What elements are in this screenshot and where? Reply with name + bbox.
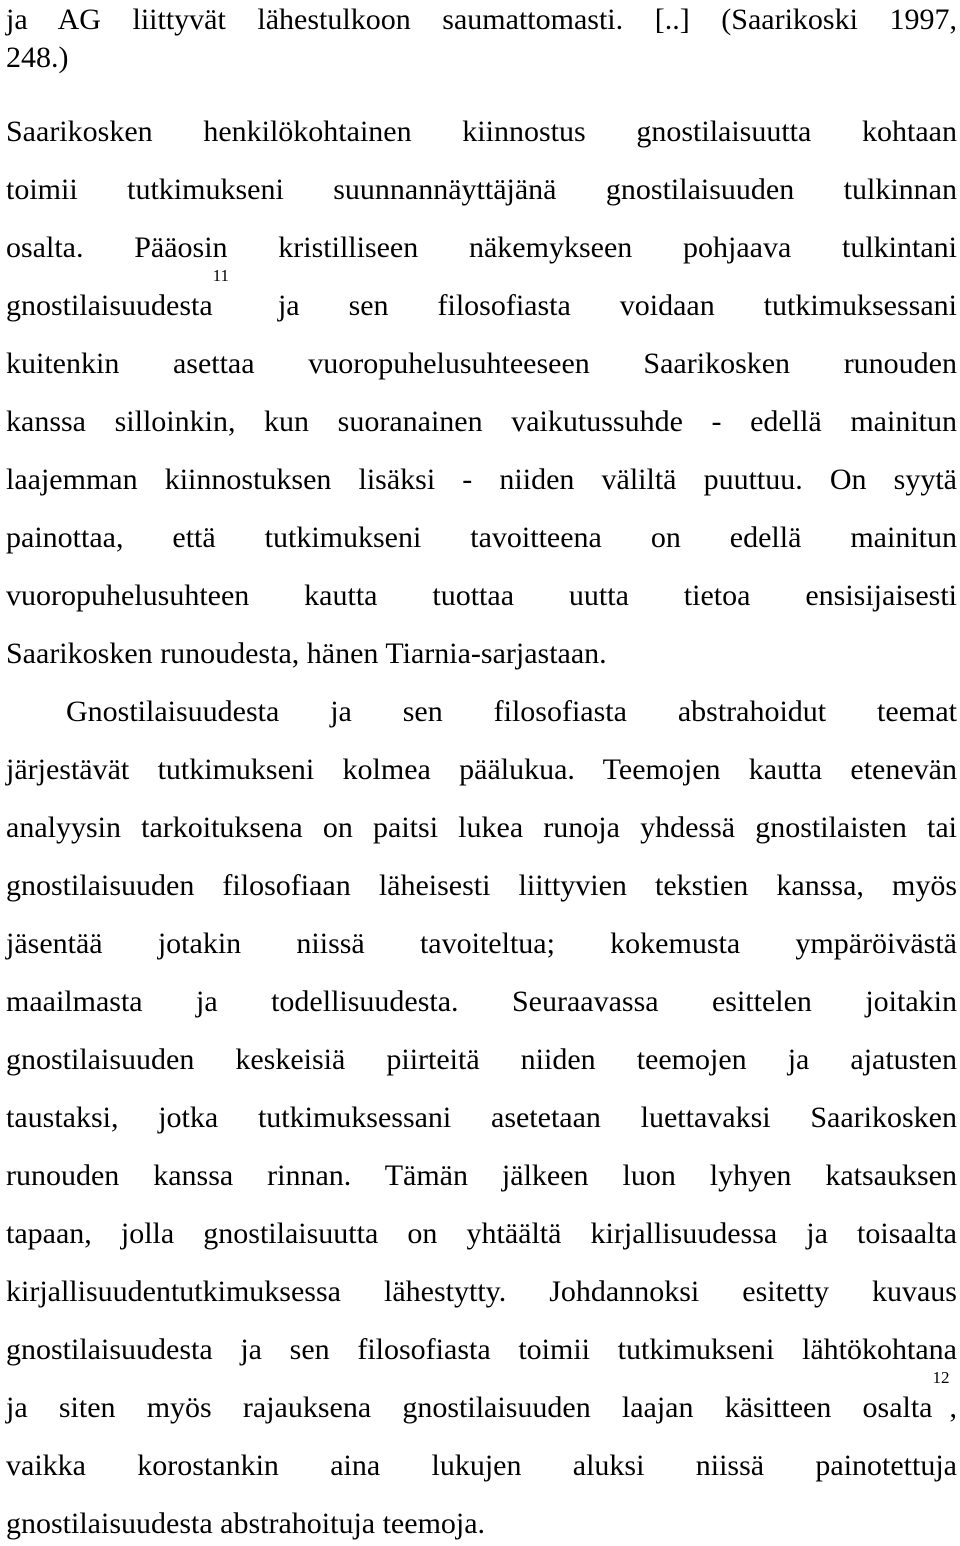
text-line: 248.) — [6, 41, 69, 74]
text-line: taustaksi, jotka tutkimuksessani asetetaan luettavaksi Saarikosken — [6, 1101, 957, 1134]
text-line: kuitenkin asettaa vuoropuhelusuhteeseen Saarikosken runouden — [6, 347, 957, 380]
text-line: tapaan, jolla gnostilaisuutta on yhtäältä kirjallisuudessa ja toisaalta — [6, 1217, 957, 1250]
line-text-after: ja sen filosofiasta voidaan tutkimuksessani — [229, 289, 957, 322]
line-text-before: gnostilaisuudesta — [6, 289, 213, 322]
text-line: vuoropuhelusuhteen kautta tuottaa uutta tietoa ensisijaisesti — [6, 579, 957, 612]
text-line: maailmasta ja todellisuudesta. Seuraavassa esittelen joitakin — [6, 985, 957, 1018]
text-line: ja AG liittyvät lähestulkoon saumattomasti. [..] (Saarikoski 1997, — [6, 3, 957, 36]
text-line: gnostilaisuudesta ja sen filosofiasta toimii tutkimukseni lähtökohtana — [6, 1333, 957, 1366]
text-line: gnostilaisuuden filosofiaan läheisesti liittyvien tekstien kanssa, myös — [6, 869, 957, 902]
text-line: vaikka korostankin aina lukujen aluksi niissä painotettuja — [6, 1449, 957, 1482]
text-line: kirjallisuudentutkimuksessa lähestytty. Johdannoksi esitetty kuvaus — [6, 1275, 957, 1308]
text-line: osalta. Pääosin kristilliseen näkemykseen pohjaava tulkintani — [6, 231, 957, 264]
paragraph-first-line: Gnostilaisuudesta ja sen filosofiasta abstrahoidut teemat — [66, 695, 957, 728]
text-line: jäsentää jotakin niissä tavoiteltua; kokemusta ympäröivästä — [6, 927, 957, 960]
text-line: gnostilaisuudesta abstrahoituja teemoja. — [6, 1507, 486, 1540]
footnote-marker: 11 — [212, 266, 230, 285]
footnote-marker: 12 — [932, 1368, 950, 1387]
text-line: laajemman kiinnostuksen lisäksi - niiden väliltä puuttuu. On syytä — [6, 463, 957, 496]
text-line-with-footnote — [6, 1368, 957, 1428]
text-line: gnostilaisuuden keskeisiä piirteitä niiden teemojen ja ajatusten — [6, 1043, 957, 1076]
text-line: painottaa, että tutkimukseni tavoitteena on edellä mainitun — [6, 521, 957, 554]
line-text-after: , — [949, 1391, 957, 1424]
text-line: toimii tutkimukseni suunnannäyttäjänä gnostilaisuuden tulkinnan — [6, 173, 957, 206]
text-line: järjestävät tutkimukseni kolmea päälukua. Teemojen kautta etenevän — [6, 753, 957, 786]
text-line: runouden kanssa rinnan. Tämän jälkeen luon lyhyen katsauksen — [6, 1159, 957, 1192]
text-line: analyysin tarkoituksena on paitsi lukea runoja yhdessä gnostilaisten tai — [6, 811, 957, 844]
text-line: kanssa silloinkin, kun suoranainen vaikutussuhde - edellä mainitun — [6, 405, 957, 438]
text-line-with-footnote — [6, 266, 957, 326]
text-line: Saarikosken runoudesta, hänen Tiarnia-sarjastaan. — [6, 637, 607, 670]
line-text-before: ja siten myös rajauksena gnostilaisuuden laajan käsitteen osalta — [6, 1391, 933, 1424]
text-line: Saarikosken henkilökohtainen kiinnostus gnostilaisuutta kohtaan — [6, 115, 957, 148]
